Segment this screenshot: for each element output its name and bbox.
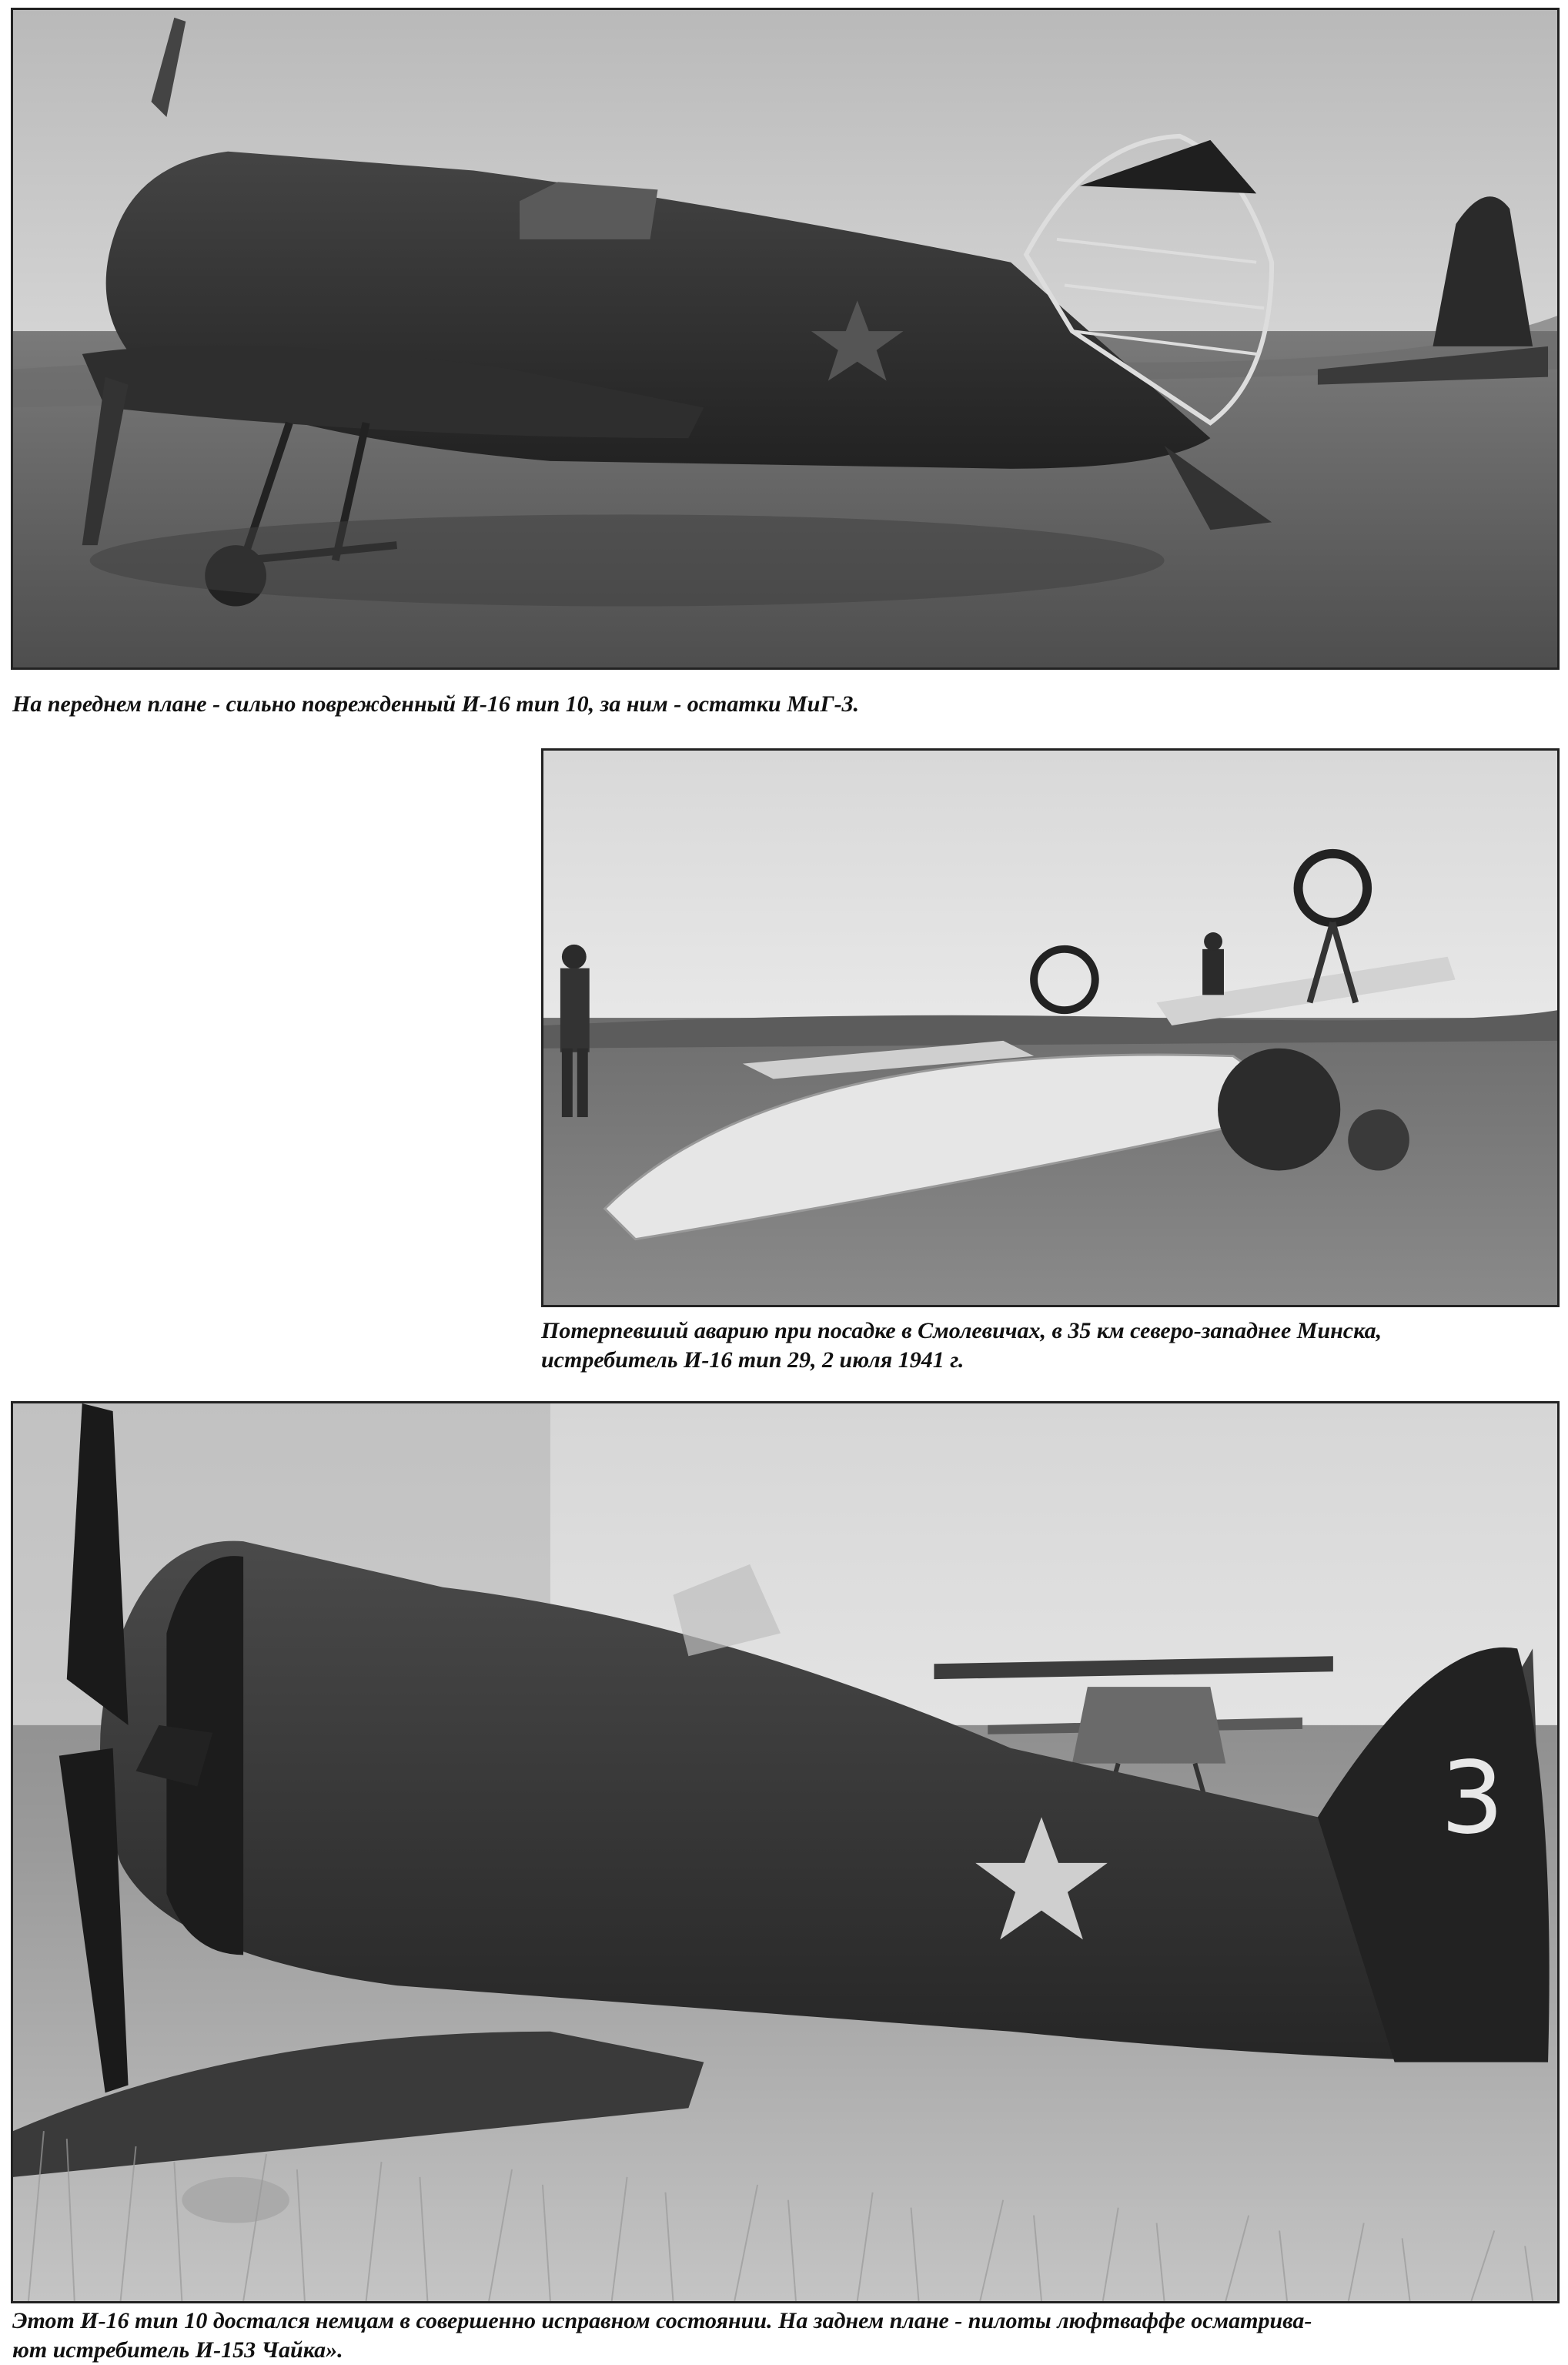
- photo-damaged-i16-type10: [11, 8, 1560, 670]
- photo-3-image: [13, 1403, 1557, 2301]
- photo-2-image: [543, 751, 1557, 1305]
- photo-1-image: [13, 10, 1557, 667]
- caption-photo-1: На переднем плане - сильно поврежденный И-16 тип 10, за ним - остатки МиГ-3.: [12, 691, 860, 717]
- caption-photo-2-line-2: истребитель И-16 тип 29, 2 июля 1941 г.: [541, 1347, 965, 1373]
- caption-photo-3-line-2: ют истребитель И-153 Чайка».: [12, 2337, 343, 2363]
- tail-number: 3: [1440, 1740, 1504, 1857]
- photo-intact-i16-type10: [11, 1401, 1560, 2303]
- caption-photo-3: [12, 2306, 1312, 2365]
- caption-photo-2-line-1: Потерпевший аварию при посадке в Смолевичах, в 35 км северо-западнее Минска,: [541, 1318, 1382, 1343]
- caption-photo-2: [541, 1316, 1382, 1375]
- photo-overturned-i16-type29: [541, 748, 1560, 1307]
- caption-photo-3-line-1: Этот И-16 тип 10 достался немцам в совершенно исправном состоянии. На заднем плане - пилоты люфтваффе осматрива-: [12, 2308, 1312, 2333]
